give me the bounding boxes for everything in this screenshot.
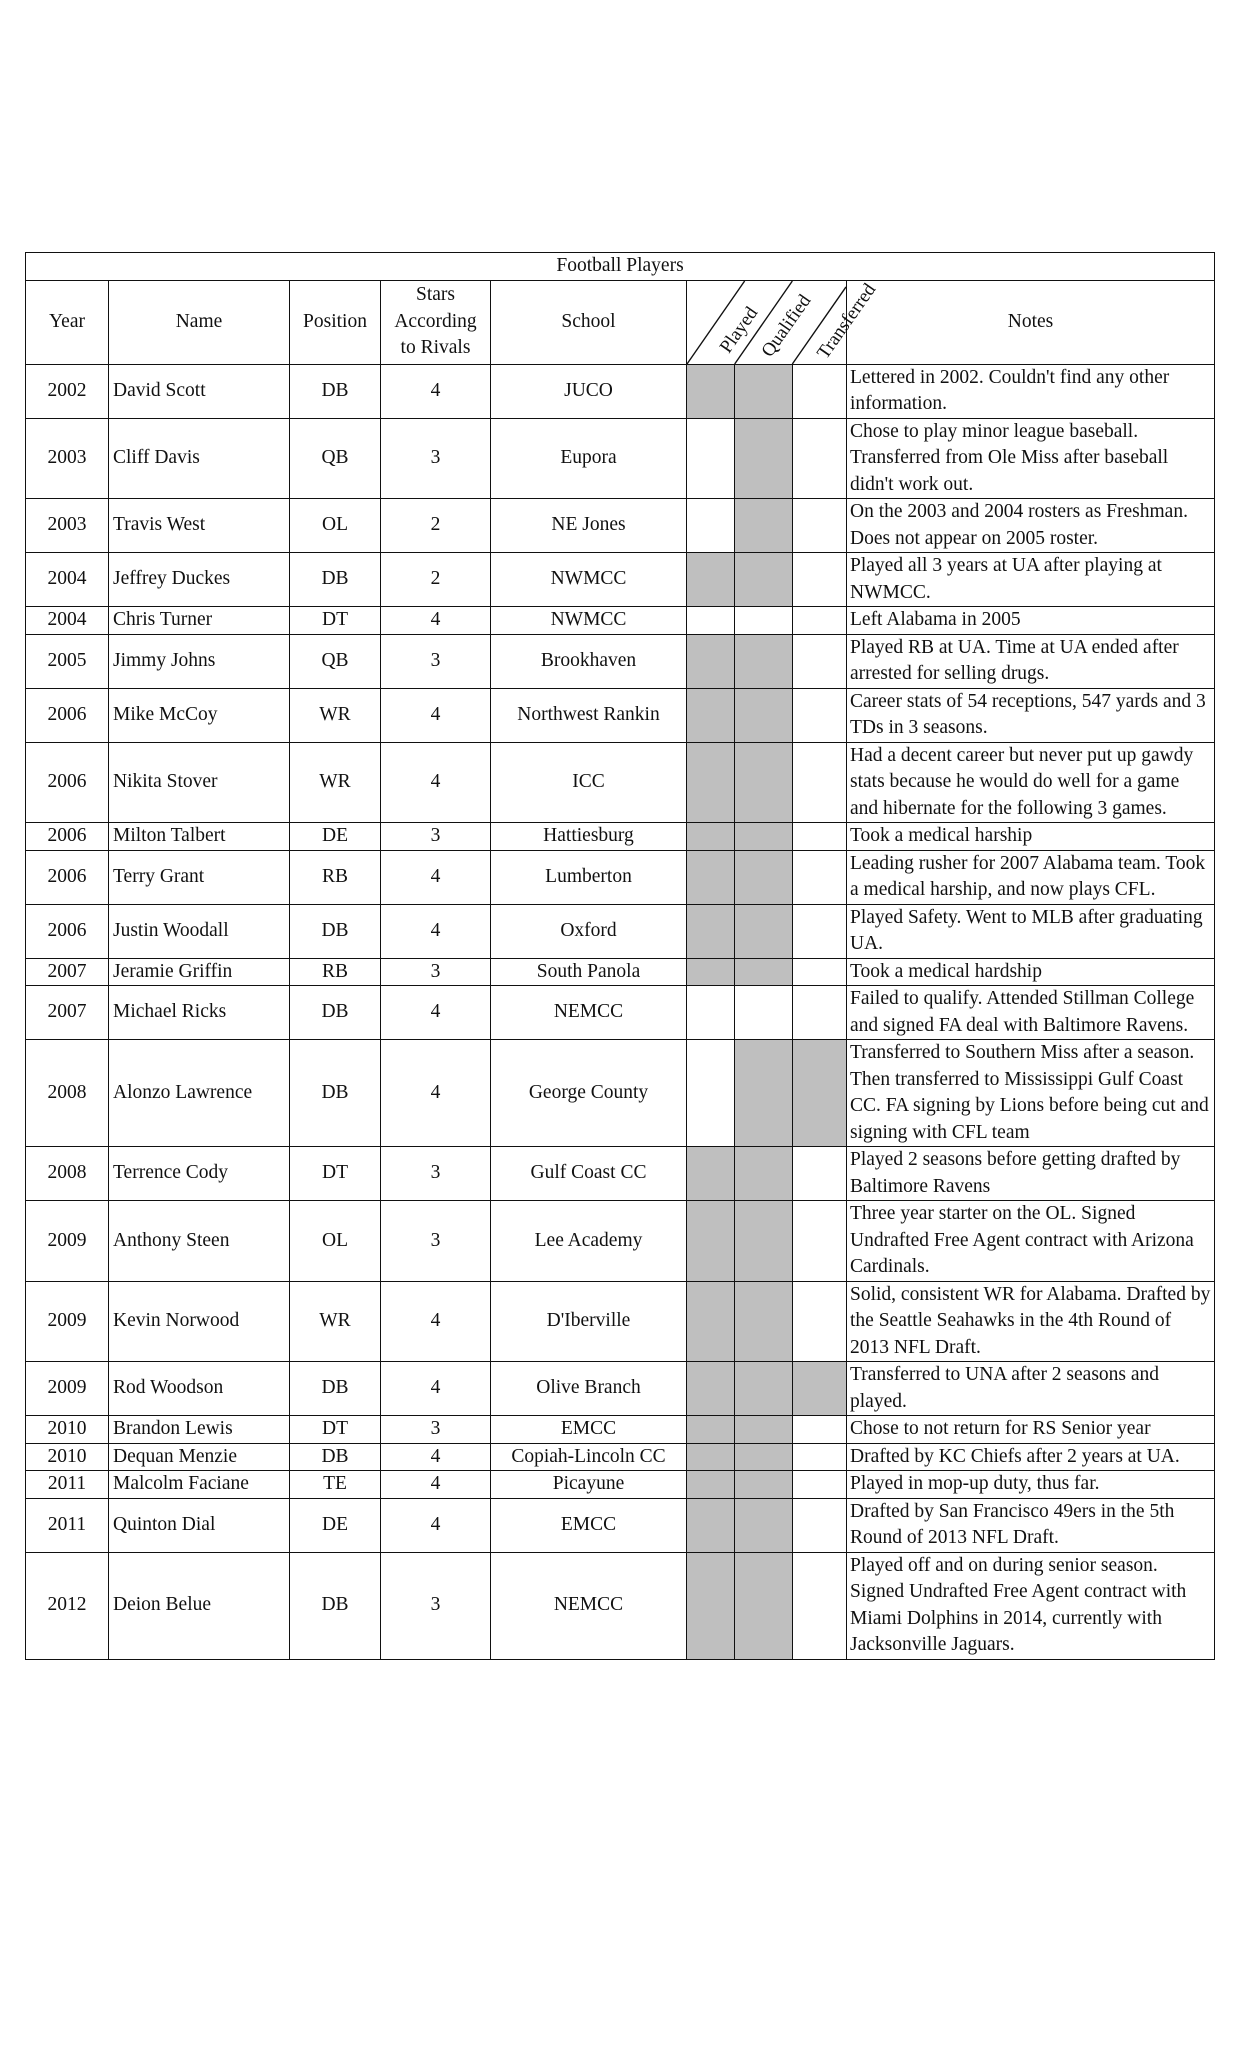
year-cell: 2006 — [26, 688, 109, 742]
school-cell: ICC — [491, 742, 687, 823]
stars-cell: 3 — [381, 958, 491, 986]
header-position: Position — [290, 280, 381, 364]
transferred-marker-cell — [793, 1498, 847, 1552]
position-cell: DB — [290, 364, 381, 418]
stars-cell: 4 — [381, 1040, 491, 1147]
name-cell: Brandon Lewis — [109, 1416, 290, 1444]
year-cell: 2003 — [26, 418, 109, 499]
position-cell: DT — [290, 1416, 381, 1444]
header-stars — [381, 280, 491, 364]
header-notes: Notes — [847, 280, 1215, 364]
year-cell: 2007 — [26, 986, 109, 1040]
played-marker-cell — [687, 1471, 735, 1499]
played-marker-cell — [687, 823, 735, 851]
qualified-marker-cell — [735, 958, 793, 986]
header-name: Name — [109, 280, 290, 364]
position-cell: QB — [290, 634, 381, 688]
stars-cell: 4 — [381, 742, 491, 823]
transferred-marker-cell — [793, 418, 847, 499]
stars-cell: 4 — [381, 1281, 491, 1362]
stars-cell: 3 — [381, 634, 491, 688]
transferred-marker-cell — [793, 1552, 847, 1659]
stars-cell: 3 — [381, 1201, 491, 1282]
school-cell: EMCC — [491, 1498, 687, 1552]
school-cell: Northwest Rankin — [491, 688, 687, 742]
name-cell: Quinton Dial — [109, 1498, 290, 1552]
school-cell: NWMCC — [491, 607, 687, 635]
played-marker-cell — [687, 1416, 735, 1444]
played-marker-cell — [687, 986, 735, 1040]
notes-cell: Leading rusher for 2007 Alabama team. Took a medical harship, and now plays CFL. — [847, 850, 1215, 904]
qualified-marker-cell — [735, 1471, 793, 1499]
table-body — [26, 364, 1215, 1659]
table-row — [26, 1443, 1215, 1471]
stars-cell: 4 — [381, 607, 491, 635]
played-marker-cell — [687, 742, 735, 823]
table-row — [26, 742, 1215, 823]
transferred-marker-cell — [793, 1416, 847, 1444]
notes-cell: Drafted by KC Chiefs after 2 years at UA. — [847, 1443, 1215, 1471]
year-cell: 2003 — [26, 499, 109, 553]
header-status-group — [687, 279, 881, 364]
position-cell: RB — [290, 850, 381, 904]
school-cell: George County — [491, 1040, 687, 1147]
qualified-marker-cell — [735, 1416, 793, 1444]
year-cell: 2005 — [26, 634, 109, 688]
notes-cell: Failed to qualify. Attended Stillman College and signed FA deal with Baltimore Ravens. — [847, 986, 1215, 1040]
position-cell: DB — [290, 904, 381, 958]
year-cell: 2011 — [26, 1498, 109, 1552]
played-marker-cell — [687, 1147, 735, 1201]
table-row — [26, 1552, 1215, 1659]
transferred-marker-cell — [793, 986, 847, 1040]
qualified-marker-cell — [735, 1147, 793, 1201]
position-cell: OL — [290, 499, 381, 553]
diagonal-header-graphic — [687, 279, 881, 364]
played-marker-cell — [687, 1443, 735, 1471]
school-cell: Eupora — [491, 418, 687, 499]
name-cell: Milton Talbert — [109, 823, 290, 851]
transferred-marker-cell — [793, 634, 847, 688]
school-cell: NEMCC — [491, 986, 687, 1040]
notes-cell: Transferred to Southern Miss after a season. Then transferred to Mississippi Gulf Coast CC. FA signing by Lions before being cut and signing with CFL team — [847, 1040, 1215, 1147]
table-row — [26, 634, 1215, 688]
school-cell: Brookhaven — [491, 634, 687, 688]
played-marker-cell — [687, 1201, 735, 1282]
title-row — [26, 253, 1215, 281]
table-row — [26, 958, 1215, 986]
position-cell: RB — [290, 958, 381, 986]
transferred-marker-cell — [793, 364, 847, 418]
played-marker-cell — [687, 553, 735, 607]
notes-cell: Played RB at UA. Time at UA ended after arrested for selling drugs. — [847, 634, 1215, 688]
played-marker-cell — [687, 634, 735, 688]
school-cell: Picayune — [491, 1471, 687, 1499]
stars-cell: 3 — [381, 418, 491, 499]
qualified-marker-cell — [735, 742, 793, 823]
name-cell: Cliff Davis — [109, 418, 290, 499]
header-stars-line3: to Rivals — [400, 337, 471, 359]
transferred-marker-cell — [793, 742, 847, 823]
name-cell: David Scott — [109, 364, 290, 418]
played-marker-cell — [687, 607, 735, 635]
position-cell: OL — [290, 1201, 381, 1282]
position-cell: DB — [290, 553, 381, 607]
qualified-marker-cell — [735, 364, 793, 418]
year-cell: 2006 — [26, 850, 109, 904]
transferred-marker-cell — [793, 1362, 847, 1416]
qualified-marker-cell — [735, 634, 793, 688]
stars-cell: 3 — [381, 1552, 491, 1659]
name-cell: Terry Grant — [109, 850, 290, 904]
position-cell: QB — [290, 418, 381, 499]
name-cell: Malcolm Faciane — [109, 1471, 290, 1499]
school-cell: Copiah-Lincoln CC — [491, 1443, 687, 1471]
played-marker-cell — [687, 688, 735, 742]
stars-cell: 4 — [381, 1362, 491, 1416]
position-cell: WR — [290, 1281, 381, 1362]
stars-cell: 4 — [381, 1471, 491, 1499]
name-cell: Jeramie Griffin — [109, 958, 290, 986]
qualified-marker-cell — [735, 1552, 793, 1659]
notes-cell: On the 2003 and 2004 rosters as Freshman. Does not appear on 2005 roster. — [847, 499, 1215, 553]
school-cell: South Panola — [491, 958, 687, 986]
qualified-marker-cell — [735, 1362, 793, 1416]
qualified-marker-cell — [735, 607, 793, 635]
stars-cell: 3 — [381, 823, 491, 851]
played-marker-cell — [687, 850, 735, 904]
transferred-marker-cell — [793, 499, 847, 553]
name-cell: Nikita Stover — [109, 742, 290, 823]
played-marker-cell — [687, 1552, 735, 1659]
table-row — [26, 1498, 1215, 1552]
transferred-marker-cell — [793, 958, 847, 986]
notes-cell: Took a medical harship — [847, 823, 1215, 851]
table-row — [26, 553, 1215, 607]
table-row — [26, 1362, 1215, 1416]
position-cell: DB — [290, 1040, 381, 1147]
name-cell: Rod Woodson — [109, 1362, 290, 1416]
stars-cell: 4 — [381, 850, 491, 904]
stars-cell: 3 — [381, 1416, 491, 1444]
transferred-marker-cell — [793, 553, 847, 607]
year-cell: 2010 — [26, 1443, 109, 1471]
stars-cell: 4 — [381, 904, 491, 958]
qualified-marker-cell — [735, 418, 793, 499]
header-school: School — [491, 280, 687, 364]
year-cell: 2006 — [26, 823, 109, 851]
notes-cell: Career stats of 54 receptions, 547 yards and 3 TDs in 3 seasons. — [847, 688, 1215, 742]
played-marker-cell — [687, 904, 735, 958]
table-row — [26, 1040, 1215, 1147]
position-cell: DB — [290, 1443, 381, 1471]
transferred-marker-cell — [793, 1201, 847, 1282]
year-cell: 2004 — [26, 553, 109, 607]
year-cell: 2006 — [26, 904, 109, 958]
name-cell: Travis West — [109, 499, 290, 553]
notes-cell: Transferred to UNA after 2 seasons and played. — [847, 1362, 1215, 1416]
header-qualified: Qualified — [757, 290, 816, 361]
table-row — [26, 1201, 1215, 1282]
table-row — [26, 986, 1215, 1040]
played-marker-cell — [687, 418, 735, 499]
school-cell: EMCC — [491, 1416, 687, 1444]
qualified-marker-cell — [735, 688, 793, 742]
name-cell: Terrence Cody — [109, 1147, 290, 1201]
year-cell: 2008 — [26, 1040, 109, 1147]
header-stars-line2: According — [394, 310, 477, 332]
school-cell: NEMCC — [491, 1552, 687, 1659]
school-cell: NE Jones — [491, 499, 687, 553]
transferred-marker-cell — [793, 1471, 847, 1499]
year-cell: 2012 — [26, 1552, 109, 1659]
transferred-marker-cell — [793, 688, 847, 742]
school-cell: Oxford — [491, 904, 687, 958]
qualified-marker-cell — [735, 904, 793, 958]
table-row — [26, 904, 1215, 958]
year-cell: 2004 — [26, 607, 109, 635]
stars-cell: 4 — [381, 364, 491, 418]
played-marker-cell — [687, 1040, 735, 1147]
header-year: Year — [26, 280, 109, 364]
table-title: Football Players — [26, 253, 1215, 281]
name-cell: Jimmy Johns — [109, 634, 290, 688]
table-row — [26, 1416, 1215, 1444]
header-played: Played — [715, 302, 763, 357]
position-cell: DE — [290, 1498, 381, 1552]
table-row — [26, 607, 1215, 635]
school-cell: D'Iberville — [491, 1281, 687, 1362]
transferred-marker-cell — [793, 1040, 847, 1147]
name-cell: Michael Ricks — [109, 986, 290, 1040]
football-players-table — [25, 252, 1215, 1660]
stars-cell: 2 — [381, 553, 491, 607]
notes-cell: Three year starter on the OL. Signed Undrafted Free Agent contract with Arizona Cardinals. — [847, 1201, 1215, 1282]
name-cell: Jeffrey Duckes — [109, 553, 290, 607]
notes-cell: Played in mop-up duty, thus far. — [847, 1471, 1215, 1499]
year-cell: 2006 — [26, 742, 109, 823]
qualified-marker-cell — [735, 499, 793, 553]
table-row — [26, 823, 1215, 851]
played-marker-cell — [687, 1498, 735, 1552]
qualified-marker-cell — [735, 1281, 793, 1362]
name-cell: Anthony Steen — [109, 1201, 290, 1282]
position-cell: DT — [290, 607, 381, 635]
notes-cell: Solid, consistent WR for Alabama. Drafted by the Seattle Seahawks in the 4th Round of 2013 NFL Draft. — [847, 1281, 1215, 1362]
transferred-marker-cell — [793, 607, 847, 635]
stars-cell: 4 — [381, 688, 491, 742]
year-cell: 2007 — [26, 958, 109, 986]
school-cell: Gulf Coast CC — [491, 1147, 687, 1201]
transferred-marker-cell — [793, 1281, 847, 1362]
year-cell: 2009 — [26, 1281, 109, 1362]
stars-cell: 3 — [381, 1147, 491, 1201]
transferred-marker-cell — [793, 1443, 847, 1471]
name-cell: Mike McCoy — [109, 688, 290, 742]
table-row — [26, 418, 1215, 499]
year-cell: 2009 — [26, 1201, 109, 1282]
position-cell: DB — [290, 1362, 381, 1416]
stars-cell: 4 — [381, 986, 491, 1040]
notes-cell: Chose to play minor league baseball. Transferred from Ole Miss after baseball didn't work out. — [847, 418, 1215, 499]
notes-cell: Left Alabama in 2005 — [847, 607, 1215, 635]
notes-cell: Had a decent career but never put up gawdy stats because he would do well for a game and hibernate for the following 3 games. — [847, 742, 1215, 823]
school-cell: Lumberton — [491, 850, 687, 904]
position-cell: WR — [290, 688, 381, 742]
name-cell: Dequan Menzie — [109, 1443, 290, 1471]
transferred-marker-cell — [793, 904, 847, 958]
played-marker-cell — [687, 364, 735, 418]
school-cell: Olive Branch — [491, 1362, 687, 1416]
school-cell: NWMCC — [491, 553, 687, 607]
name-cell: Chris Turner — [109, 607, 290, 635]
notes-cell: Lettered in 2002. Couldn't find any other information. — [847, 364, 1215, 418]
table-row — [26, 364, 1215, 418]
school-cell: JUCO — [491, 364, 687, 418]
qualified-marker-cell — [735, 850, 793, 904]
position-cell: DT — [290, 1147, 381, 1201]
table-row — [26, 1147, 1215, 1201]
position-cell: TE — [290, 1471, 381, 1499]
header-stars-line1: Stars — [416, 284, 455, 306]
qualified-marker-cell — [735, 823, 793, 851]
year-cell: 2002 — [26, 364, 109, 418]
table-row — [26, 850, 1215, 904]
school-cell: Hattiesburg — [491, 823, 687, 851]
year-cell: 2010 — [26, 1416, 109, 1444]
name-cell: Justin Woodall — [109, 904, 290, 958]
qualified-marker-cell — [735, 1498, 793, 1552]
name-cell: Alonzo Lawrence — [109, 1040, 290, 1147]
notes-cell: Played 2 seasons before getting drafted by Baltimore Ravens — [847, 1147, 1215, 1201]
notes-cell: Took a medical hardship — [847, 958, 1215, 986]
table-row — [26, 1471, 1215, 1499]
transferred-marker-cell — [793, 823, 847, 851]
qualified-marker-cell — [735, 553, 793, 607]
table-row — [26, 1281, 1215, 1362]
position-cell: DB — [290, 986, 381, 1040]
played-marker-cell — [687, 499, 735, 553]
played-marker-cell — [687, 1281, 735, 1362]
stars-cell: 2 — [381, 499, 491, 553]
notes-cell: Played off and on during senior season. Signed Undrafted Free Agent contract with Miami Dolphins in 2014, currently with Jacksonville Jaguars. — [847, 1552, 1215, 1659]
transferred-marker-cell — [793, 1147, 847, 1201]
notes-cell: Drafted by San Francisco 49ers in the 5th Round of 2013 NFL Draft. — [847, 1498, 1215, 1552]
notes-cell: Played Safety. Went to MLB after graduating UA. — [847, 904, 1215, 958]
qualified-marker-cell — [735, 1040, 793, 1147]
table-row — [26, 688, 1215, 742]
transferred-marker-cell — [793, 850, 847, 904]
position-cell: WR — [290, 742, 381, 823]
qualified-marker-cell — [735, 1443, 793, 1471]
name-cell: Deion Belue — [109, 1552, 290, 1659]
header-row — [26, 280, 1215, 364]
name-cell: Kevin Norwood — [109, 1281, 290, 1362]
position-cell: DB — [290, 1552, 381, 1659]
year-cell: 2011 — [26, 1471, 109, 1499]
played-marker-cell — [687, 958, 735, 986]
stars-cell: 4 — [381, 1498, 491, 1552]
school-cell: Lee Academy — [491, 1201, 687, 1282]
year-cell: 2008 — [26, 1147, 109, 1201]
header-transferred: Transferred — [812, 279, 881, 363]
notes-cell: Played all 3 years at UA after playing at NWMCC. — [847, 553, 1215, 607]
notes-cell: Chose to not return for RS Senior year — [847, 1416, 1215, 1444]
table-row — [26, 499, 1215, 553]
qualified-marker-cell — [735, 1201, 793, 1282]
position-cell: DE — [290, 823, 381, 851]
qualified-marker-cell — [735, 986, 793, 1040]
stars-cell: 4 — [381, 1443, 491, 1471]
year-cell: 2009 — [26, 1362, 109, 1416]
played-marker-cell — [687, 1362, 735, 1416]
